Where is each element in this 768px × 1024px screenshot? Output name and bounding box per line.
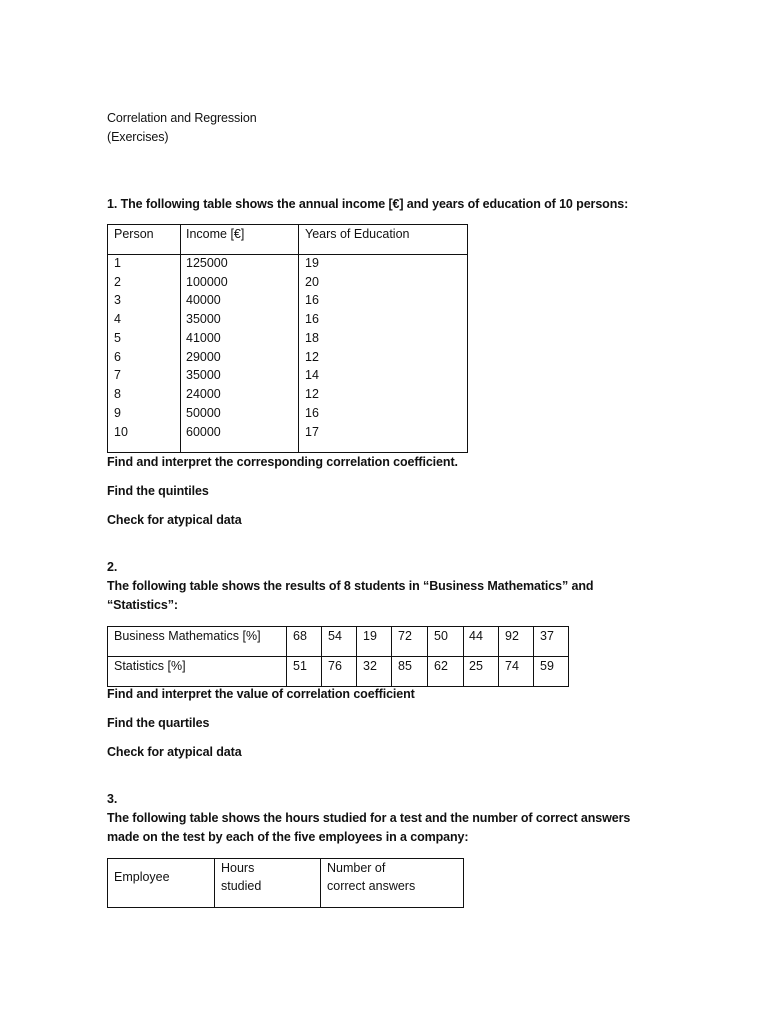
exercise1-task-correlation: Find and interpret the corresponding correlation coefficient.: [107, 455, 458, 469]
table-cell-score: 59: [540, 659, 554, 673]
exercise1-task-atypical: Check for atypical data: [107, 513, 242, 527]
table-cell-income: 60000: [186, 425, 221, 439]
table-cell-person: 6: [114, 350, 121, 364]
table-cell-person: 1: [114, 256, 121, 270]
row-label-statistics: Statistics [%]: [114, 659, 186, 673]
column-header-hours-line1: Hours: [221, 861, 255, 875]
exercise2-table: [107, 626, 569, 687]
table-cell-years: 16: [305, 312, 319, 326]
column-header-employee: Employee: [114, 870, 170, 884]
document-subtitle: (Exercises): [107, 130, 169, 144]
table-cell-years: 14: [305, 368, 319, 382]
column-header-hours-line2: studied: [221, 879, 262, 893]
table-cell-score: 19: [363, 629, 377, 643]
column-header-income: Income [€]: [186, 227, 245, 241]
table-cell-income: 100000: [186, 275, 228, 289]
table-cell-income: 41000: [186, 331, 221, 345]
table-cell-person: 7: [114, 368, 121, 382]
exercise3-table: [107, 858, 464, 908]
table-cell-score: 32: [363, 659, 377, 673]
table-cell-score: 54: [328, 629, 342, 643]
row-label-business-mathematics: Business Mathematics [%]: [114, 629, 261, 643]
exercise2-number: 2.: [107, 560, 118, 574]
table-cell-score: 92: [505, 629, 519, 643]
column-header-person: Person: [114, 227, 154, 241]
table-cell-score: 85: [398, 659, 412, 673]
table-cell-years: 20: [305, 275, 319, 289]
table-cell-score: 74: [505, 659, 519, 673]
table-cell-person: 5: [114, 331, 121, 345]
table-cell-person: 9: [114, 406, 121, 420]
table-cell-score: 50: [434, 629, 448, 643]
table-cell-years: 16: [305, 406, 319, 420]
exercise3-intro-line2: made on the test by each of the five employees in a company:: [107, 830, 469, 844]
table-cell-score: 44: [469, 629, 483, 643]
exercise1-intro: 1. The following table shows the annual income [€] and years of education of 10 persons:: [107, 197, 629, 211]
table-cell-income: 40000: [186, 293, 221, 307]
exercise3-number: 3.: [107, 792, 118, 806]
table-cell-years: 12: [305, 387, 319, 401]
table-cell-years: 12: [305, 350, 319, 364]
table-cell-person: 3: [114, 293, 121, 307]
table-cell-income: 35000: [186, 368, 221, 382]
table-cell-score: 37: [540, 629, 554, 643]
table-cell-score: 76: [328, 659, 342, 673]
exercise2-intro-line2: “Statistics”:: [107, 598, 178, 612]
table-cell-score: 72: [398, 629, 412, 643]
exercise2-task-atypical: Check for atypical data: [107, 745, 242, 759]
table-cell-years: 18: [305, 331, 319, 345]
table-cell-income: 50000: [186, 406, 221, 420]
exercise1-task-quintiles: Find the quintiles: [107, 484, 209, 498]
table-divider: [320, 859, 321, 907]
table-cell-score: 68: [293, 629, 307, 643]
exercise2-task-correlation: Find and interpret the value of correlation coefficient: [107, 687, 415, 701]
exercise1-table: [107, 224, 468, 453]
table-cell-score: 51: [293, 659, 307, 673]
table-divider: [180, 225, 181, 452]
column-header-correct-line1: Number of: [327, 861, 386, 875]
table-cell-person: 2: [114, 275, 121, 289]
table-cell-years: 19: [305, 256, 319, 270]
table-divider: [214, 859, 215, 907]
column-header-correct-line2: correct answers: [327, 879, 416, 893]
column-header-years: Years of Education: [305, 227, 410, 241]
document-title: Correlation and Regression: [107, 111, 257, 125]
table-cell-person: 8: [114, 387, 121, 401]
exercise2-task-quartiles: Find the quartiles: [107, 716, 210, 730]
table-cell-income: 24000: [186, 387, 221, 401]
table-cell-years: 17: [305, 425, 319, 439]
table-cell-income: 35000: [186, 312, 221, 326]
table-divider: [298, 225, 299, 452]
exercise2-intro-line1: The following table shows the results of 8 students in “Business Mathematics” and: [107, 579, 594, 593]
table-cell-years: 16: [305, 293, 319, 307]
table-cell-score: 25: [469, 659, 483, 673]
table-cell-person: 4: [114, 312, 121, 326]
table-divider: [108, 254, 467, 255]
table-cell-income: 29000: [186, 350, 221, 364]
table-cell-score: 62: [434, 659, 448, 673]
table-cell-person: 10: [114, 425, 128, 439]
table-cell-income: 125000: [186, 256, 228, 270]
exercise3-intro-line1: The following table shows the hours studied for a test and the number of correct answers: [107, 811, 631, 825]
